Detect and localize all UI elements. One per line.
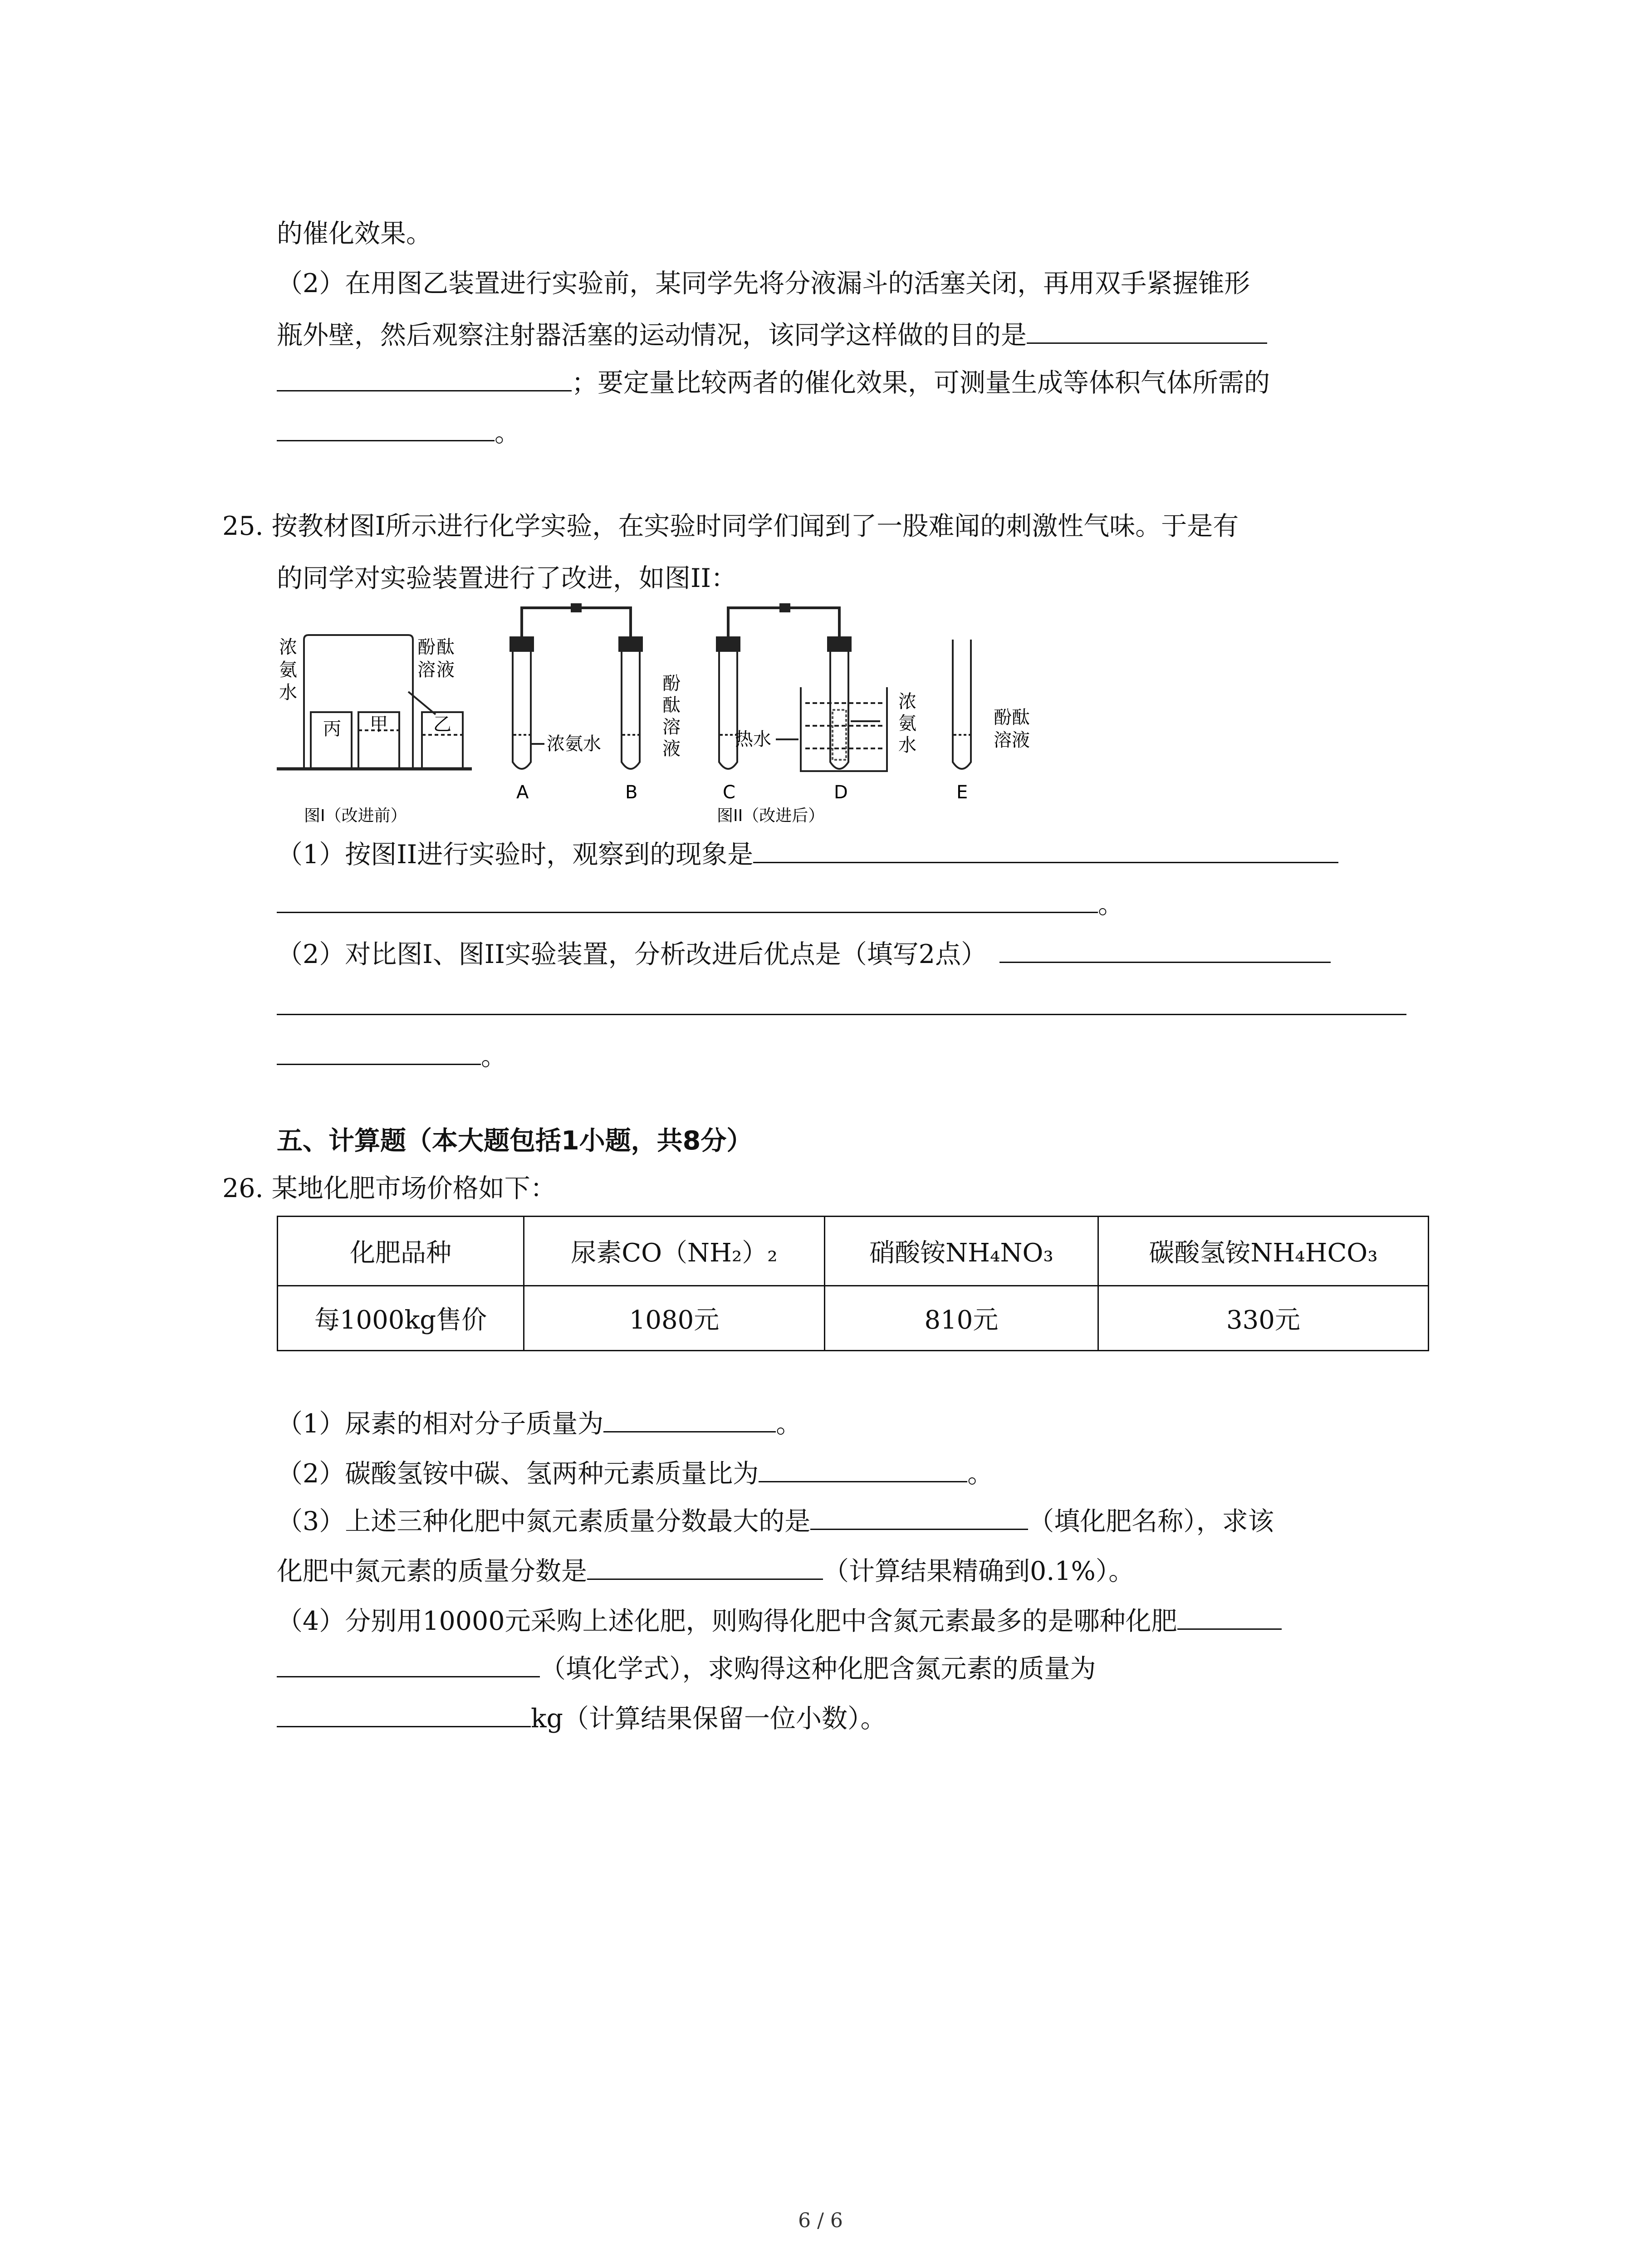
answer-blank[interactable] xyxy=(603,1404,776,1432)
answer-blank[interactable] xyxy=(1027,315,1267,344)
answer-blank[interactable] xyxy=(277,363,572,391)
label-phenol: 溶液 xyxy=(994,730,1030,751)
q26-s4-cont: （填化学式），求购得这种化肥含氮元素的质量为 xyxy=(277,1649,1096,1687)
table-cell: 330元 xyxy=(1098,1286,1429,1351)
label-char: 浓 xyxy=(279,637,297,658)
q26-s4: （4）分别用10000元采购上述化肥，则购得化肥中含氮元素最多的是哪种化肥 xyxy=(277,1601,1282,1639)
q25-sub2-cont xyxy=(277,987,1406,1025)
answer-blank[interactable] xyxy=(999,934,1331,963)
label-hot-water: 热水 xyxy=(735,729,771,750)
answer-blank[interactable] xyxy=(587,1551,823,1580)
label-char: 酞 xyxy=(662,695,681,716)
label-char: 溶 xyxy=(417,660,436,680)
answer-blank[interactable] xyxy=(277,1036,481,1065)
price-table xyxy=(277,1216,1429,1351)
q25-line1: 25. 按教材图I所示进行化学实验，在实验时同学们闻到了一股难闻的刺激性气味。于是有 xyxy=(222,511,1239,541)
experiment-figure xyxy=(272,599,1089,826)
q24-line4: ；要定量比较两者的催化效果，可测量生成等体积气体所需的 xyxy=(277,363,1270,401)
answer-blank[interactable] xyxy=(277,413,495,441)
table-cell: 尿素CO（NH₂）₂ xyxy=(524,1217,825,1286)
tube-letter: C xyxy=(723,782,735,803)
figure-caption-2: 图II（改进后） xyxy=(717,807,825,825)
label-char: 丙 xyxy=(323,719,341,739)
answer-blank[interactable] xyxy=(277,885,1098,913)
tube-letter: B xyxy=(625,782,638,803)
table-header-row xyxy=(278,1217,1429,1286)
table-cell: 化肥品种 xyxy=(278,1217,524,1286)
tube-letter: D xyxy=(834,782,848,803)
q24-line5: 。 xyxy=(277,413,520,451)
label-char: 水 xyxy=(279,682,297,703)
label-char: 液 xyxy=(436,660,455,680)
answer-blank[interactable] xyxy=(759,1454,967,1482)
label-char: 水 xyxy=(898,735,916,756)
label-char: 液 xyxy=(662,738,681,759)
q24-line1: 的催化效果。 xyxy=(277,219,432,249)
label-char: 酞 xyxy=(436,637,455,658)
label-char: 溶 xyxy=(662,717,681,738)
page-number: 6 / 6 xyxy=(798,2209,843,2232)
label-char: 浓 xyxy=(898,691,916,712)
answer-blank[interactable] xyxy=(810,1501,1028,1530)
answer-blank[interactable] xyxy=(753,835,1338,863)
label-char: 氨 xyxy=(898,713,916,734)
label-char: 氨 xyxy=(279,660,297,680)
answer-blank[interactable] xyxy=(277,987,1406,1015)
table-row xyxy=(278,1286,1429,1351)
q26-s3: （3）上述三种化肥中氮元素质量分数最大的是 （填化肥名称），求该 xyxy=(277,1501,1274,1540)
q26-s4-end: kg（计算结果保留一位小数）。 xyxy=(277,1699,887,1737)
q26-s1: （1）尿素的相对分子质量为 。 xyxy=(277,1404,802,1442)
q25-sub2: （2）对比图I、图II实验装置，分析改进后优点是（填写2点） xyxy=(277,934,1331,973)
table-cell: 碳酸氢铵NH₄HCO₃ xyxy=(1098,1217,1429,1286)
label-char: 酚 xyxy=(417,637,436,658)
q26-s2: （2）碳酸氢铵中碳、氢两种元素质量比为 。 xyxy=(277,1454,993,1492)
q25-sub2-end: 。 xyxy=(277,1036,507,1075)
label-char: 乙 xyxy=(433,714,451,735)
q25-sub1: （1）按图II进行实验时，观察到的现象是 xyxy=(277,835,1338,873)
q25-line2: 的同学对实验装置进行了改进，如图II： xyxy=(277,563,737,593)
q26-s3-cont: 化肥中氮元素的质量分数是 （计算结果精确到0.1%）。 xyxy=(277,1551,1134,1589)
q24-line3: 瓶外壁，然后观察注射器活塞的运动情况，该同学这样做的目的是 xyxy=(277,315,1267,353)
label-ammonia: 浓氨水 xyxy=(547,733,601,754)
answer-blank[interactable] xyxy=(277,1649,540,1677)
section-title: 五、计算题（本大题包括1小题，共8分） xyxy=(277,1126,753,1156)
tube-letter: A xyxy=(516,782,529,803)
label-char: 甲 xyxy=(370,714,388,735)
q24-line2: （2）在用图乙装置进行实验前，某同学先将分液漏斗的活塞关闭，再用双手紧握锥形 xyxy=(277,269,1250,298)
table-cell: 1080元 xyxy=(524,1286,825,1351)
q26-intro: 26. 某地化肥市场价格如下： xyxy=(222,1173,556,1203)
q25-sub1-cont: 。 xyxy=(277,885,1124,923)
figure-caption-1: 图I（改进前） xyxy=(304,807,407,825)
tube-letter: E xyxy=(956,782,968,803)
answer-blank[interactable] xyxy=(1177,1601,1282,1630)
label-char: 酚 xyxy=(662,673,681,694)
label-phenol: 酚酞 xyxy=(994,707,1030,728)
table-cell: 每1000kg售价 xyxy=(278,1286,524,1351)
table-cell: 硝酸铵NH₄NO₃ xyxy=(825,1217,1098,1286)
table-cell: 810元 xyxy=(825,1286,1098,1351)
answer-blank[interactable] xyxy=(277,1699,531,1727)
